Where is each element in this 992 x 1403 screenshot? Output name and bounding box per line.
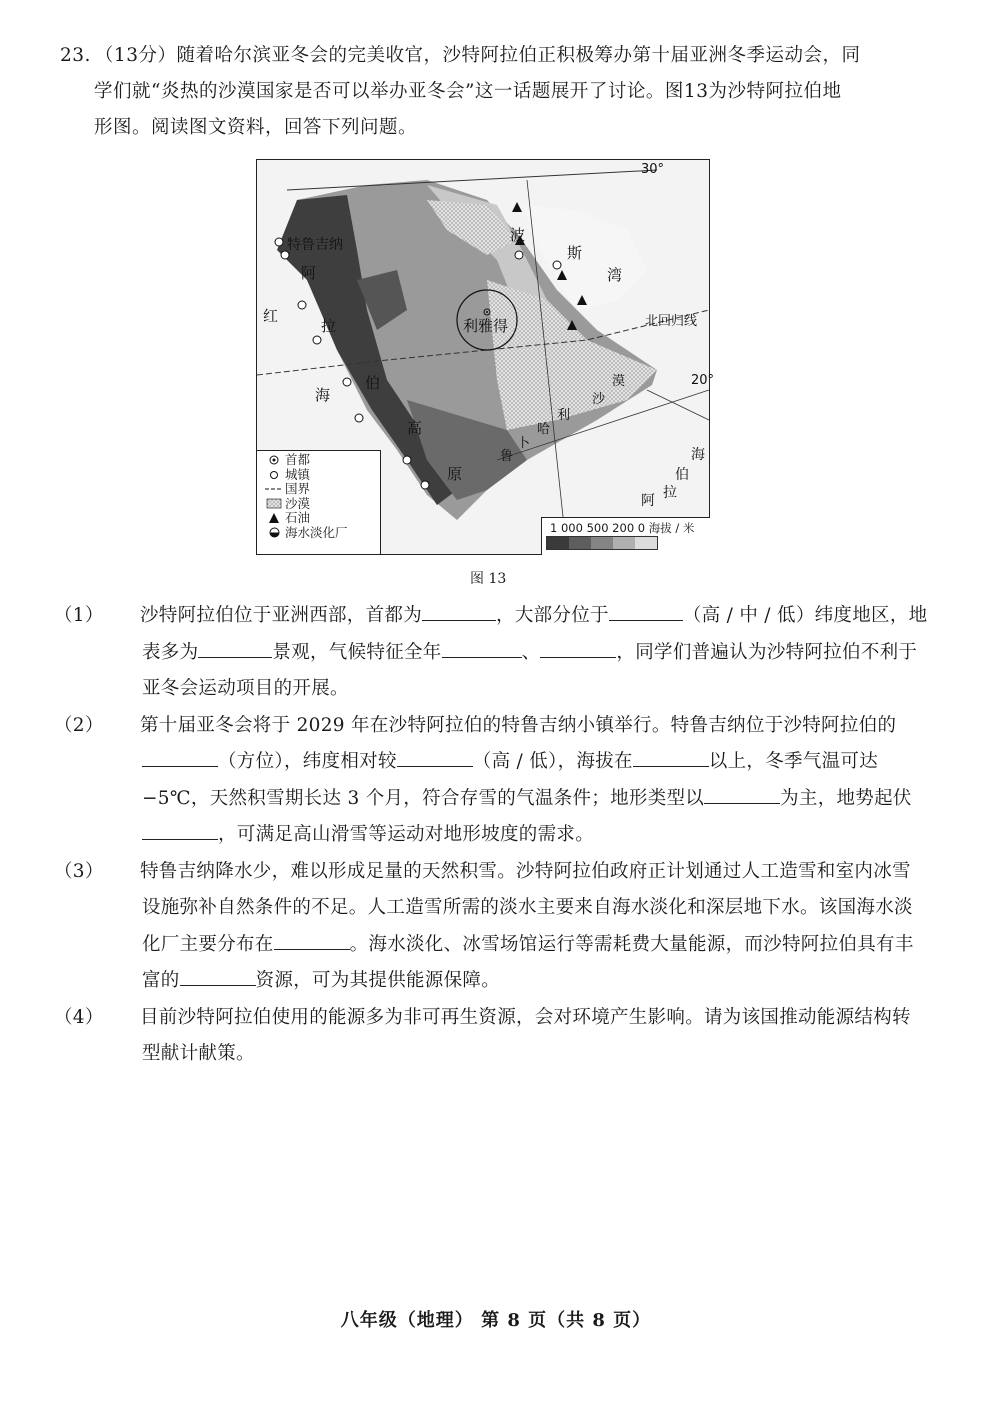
label-arabia-2: 拉 <box>321 317 337 335</box>
part2-text-3: （高 / 低），海拔在 <box>472 751 633 772</box>
saudi-terrain-map <box>256 159 715 555</box>
legend-town <box>263 468 380 483</box>
question-number: 23. <box>60 45 91 66</box>
answer-blank-direction[interactable] <box>142 746 218 767</box>
label-rub-3: 哈 <box>537 422 551 437</box>
answer-blank-latitude-level[interactable] <box>397 746 473 767</box>
legend-label-desert: 沙漠 <box>285 495 311 511</box>
answer-blank-climate-2[interactable] <box>540 637 616 658</box>
label-rub-4: 利 <box>557 408 571 423</box>
part3-text-1: 特鲁吉纳降水少，难以形成足量的天然积雪。沙特阿拉伯政府正计划通过人工造雪和室内冰雪设施弥补自然条件的不足。人工造雪所需的淡水主要来自海水淡化和深层地下水。该国海水淡化厂主要分布在 <box>140 860 913 955</box>
part3-text-2: 。海水淡化、冰雪场馆运行等需耗费大量能源，而沙特阿拉伯具有丰富的 <box>142 933 914 991</box>
answer-blank-capital[interactable] <box>422 600 496 621</box>
sub-question-2 <box>54 708 928 854</box>
part-label-4: （4） <box>54 1006 104 1028</box>
label-rub-5: 沙 <box>592 392 606 407</box>
legend-oil <box>263 511 380 526</box>
answer-blank-resource[interactable] <box>180 965 256 986</box>
label-riyadh: 利雅得 <box>463 317 509 335</box>
legend-capital <box>263 453 380 468</box>
part1-text-2: ，大部分位于 <box>496 605 609 626</box>
label-lat-20: 20° <box>691 373 715 388</box>
label-trojena: 特鲁吉纳 <box>287 237 343 253</box>
label-rub-2: 卜 <box>517 436 531 451</box>
answer-blank-landscape[interactable] <box>198 637 272 658</box>
part1-text-1: 沙特阿拉伯位于亚洲西部，首都为 <box>140 605 423 626</box>
part3-text-3: 资源，可为其提供能源保障。 <box>255 970 501 991</box>
label-highland-2: 原 <box>447 465 463 483</box>
answer-blank-terrain[interactable] <box>704 783 780 804</box>
scale-swatch-1 <box>547 537 569 549</box>
sub-questions <box>54 598 928 1073</box>
desalination-icon <box>263 527 285 538</box>
label-arabian-sea-1: 阿 <box>641 493 655 509</box>
town-icon <box>263 470 285 480</box>
label-rub-6: 漠 <box>612 374 626 389</box>
legend-label-oil: 石油 <box>285 510 311 525</box>
part-label-1: （1） <box>54 605 104 626</box>
part2-text-4: 以上，冬季气温可达 −5℃，天然积雪期长达 3 个月，符合存雪的气温条件；地形类型以 <box>142 751 879 809</box>
part4-text-1: 目前沙特阿拉伯使用的能源多为非可再生资源，会对环境产生影响。请为该国推动能源结构转型献计献策。 <box>140 1006 911 1064</box>
page-footer: 八年级（地理） 第 8 页（共 8 页） <box>340 1310 652 1331</box>
elevation-scale-values: 1 000 500 200 0 海拔 / 米 <box>550 521 695 535</box>
label-arabian-sea-3: 伯 <box>675 467 689 483</box>
label-rub-1: 鲁 <box>500 449 514 464</box>
part2-text-2: （方位），纬度相对较 <box>218 751 397 772</box>
legend-desert <box>263 497 380 512</box>
oil-icon <box>263 513 285 523</box>
label-arabian-sea-2: 拉 <box>663 485 677 501</box>
sub-question-3 <box>54 854 928 1000</box>
question-points: （13分） <box>94 45 177 66</box>
answer-blank-latitude[interactable] <box>609 600 683 621</box>
answer-blank-climate-1[interactable] <box>442 637 522 658</box>
label-highland-1: 高 <box>407 419 423 437</box>
answer-blank-relief[interactable] <box>142 819 218 840</box>
part2-text-5: 为主，地势起伏 <box>780 787 912 809</box>
part1-text-3: （高 / 中 / 低）纬度地区，地表多为 <box>142 605 928 663</box>
question-line-1 <box>60 38 930 74</box>
answer-blank-distribution[interactable] <box>274 929 350 950</box>
legend-border <box>263 482 380 497</box>
legend-label-desalination: 海水淡化厂 <box>285 524 348 540</box>
elevation-scale <box>541 517 710 555</box>
label-persian-1: 波 <box>510 226 526 244</box>
scale-swatch-4 <box>613 537 635 549</box>
label-red-sea-1: 红 <box>263 307 279 325</box>
map-legend <box>257 450 381 554</box>
legend-label-border: 国界 <box>285 481 311 496</box>
part2-text-6: ，可满足高山滑雪等运动对地形坡度的需求。 <box>218 824 595 845</box>
scale-swatch-5 <box>635 537 657 549</box>
capital-icon <box>263 455 285 465</box>
scale-swatch-2 <box>569 537 591 549</box>
desert-icon <box>263 499 285 508</box>
label-persian-2: 斯 <box>567 244 583 262</box>
label-lat-30: 30° <box>641 162 665 177</box>
part1-text-5: 、 <box>521 641 541 663</box>
border-icon <box>263 486 285 492</box>
label-arabia-3: 伯 <box>365 374 381 392</box>
part1-text-4: 景观，气候特征全年 <box>272 641 442 663</box>
label-persian-3: 湾 <box>607 266 623 284</box>
figure-caption: 图 13 <box>470 571 507 587</box>
answer-blank-altitude[interactable] <box>633 746 709 767</box>
part-label-3: （3） <box>54 860 104 882</box>
elevation-scale-bar <box>546 536 658 550</box>
question-line-3: 形图。阅读图文资料，回答下列问题。 <box>94 117 418 138</box>
legend-label-capital: 首都 <box>285 452 311 467</box>
legend-label-town: 城镇 <box>285 466 311 482</box>
label-tropic: 北回归线 <box>645 314 698 329</box>
part-label-2: （2） <box>54 714 104 736</box>
part1-text-6: ，同学们普遍认为沙特阿拉伯不利于亚冬会运动项目的开展。 <box>142 641 918 699</box>
question-line-2: 学们就“炎热的沙漠国家是否可以举办亚冬会”这一话题展开了讨论。图13为沙特阿拉伯地 <box>94 81 842 102</box>
label-red-sea-2: 海 <box>315 386 331 404</box>
sub-question-1 <box>54 598 928 708</box>
intro-text-1: 随着哈尔滨亚冬会的完美收官，沙特阿拉伯正积极筹办第十届亚洲冬季运动会，同 <box>176 45 861 66</box>
sub-question-4 <box>54 1000 928 1073</box>
scale-swatch-3 <box>591 537 613 549</box>
legend-desalination <box>263 526 380 541</box>
label-arabia-1: 阿 <box>301 264 317 282</box>
question-intro <box>60 38 930 146</box>
label-arabian-sea-4: 海 <box>691 447 705 463</box>
part2-text-1: 第十届亚冬会将于 2029 年在沙特阿拉伯的特鲁吉纳小镇举行。特鲁吉纳位于沙特阿拉伯的 <box>140 714 897 736</box>
